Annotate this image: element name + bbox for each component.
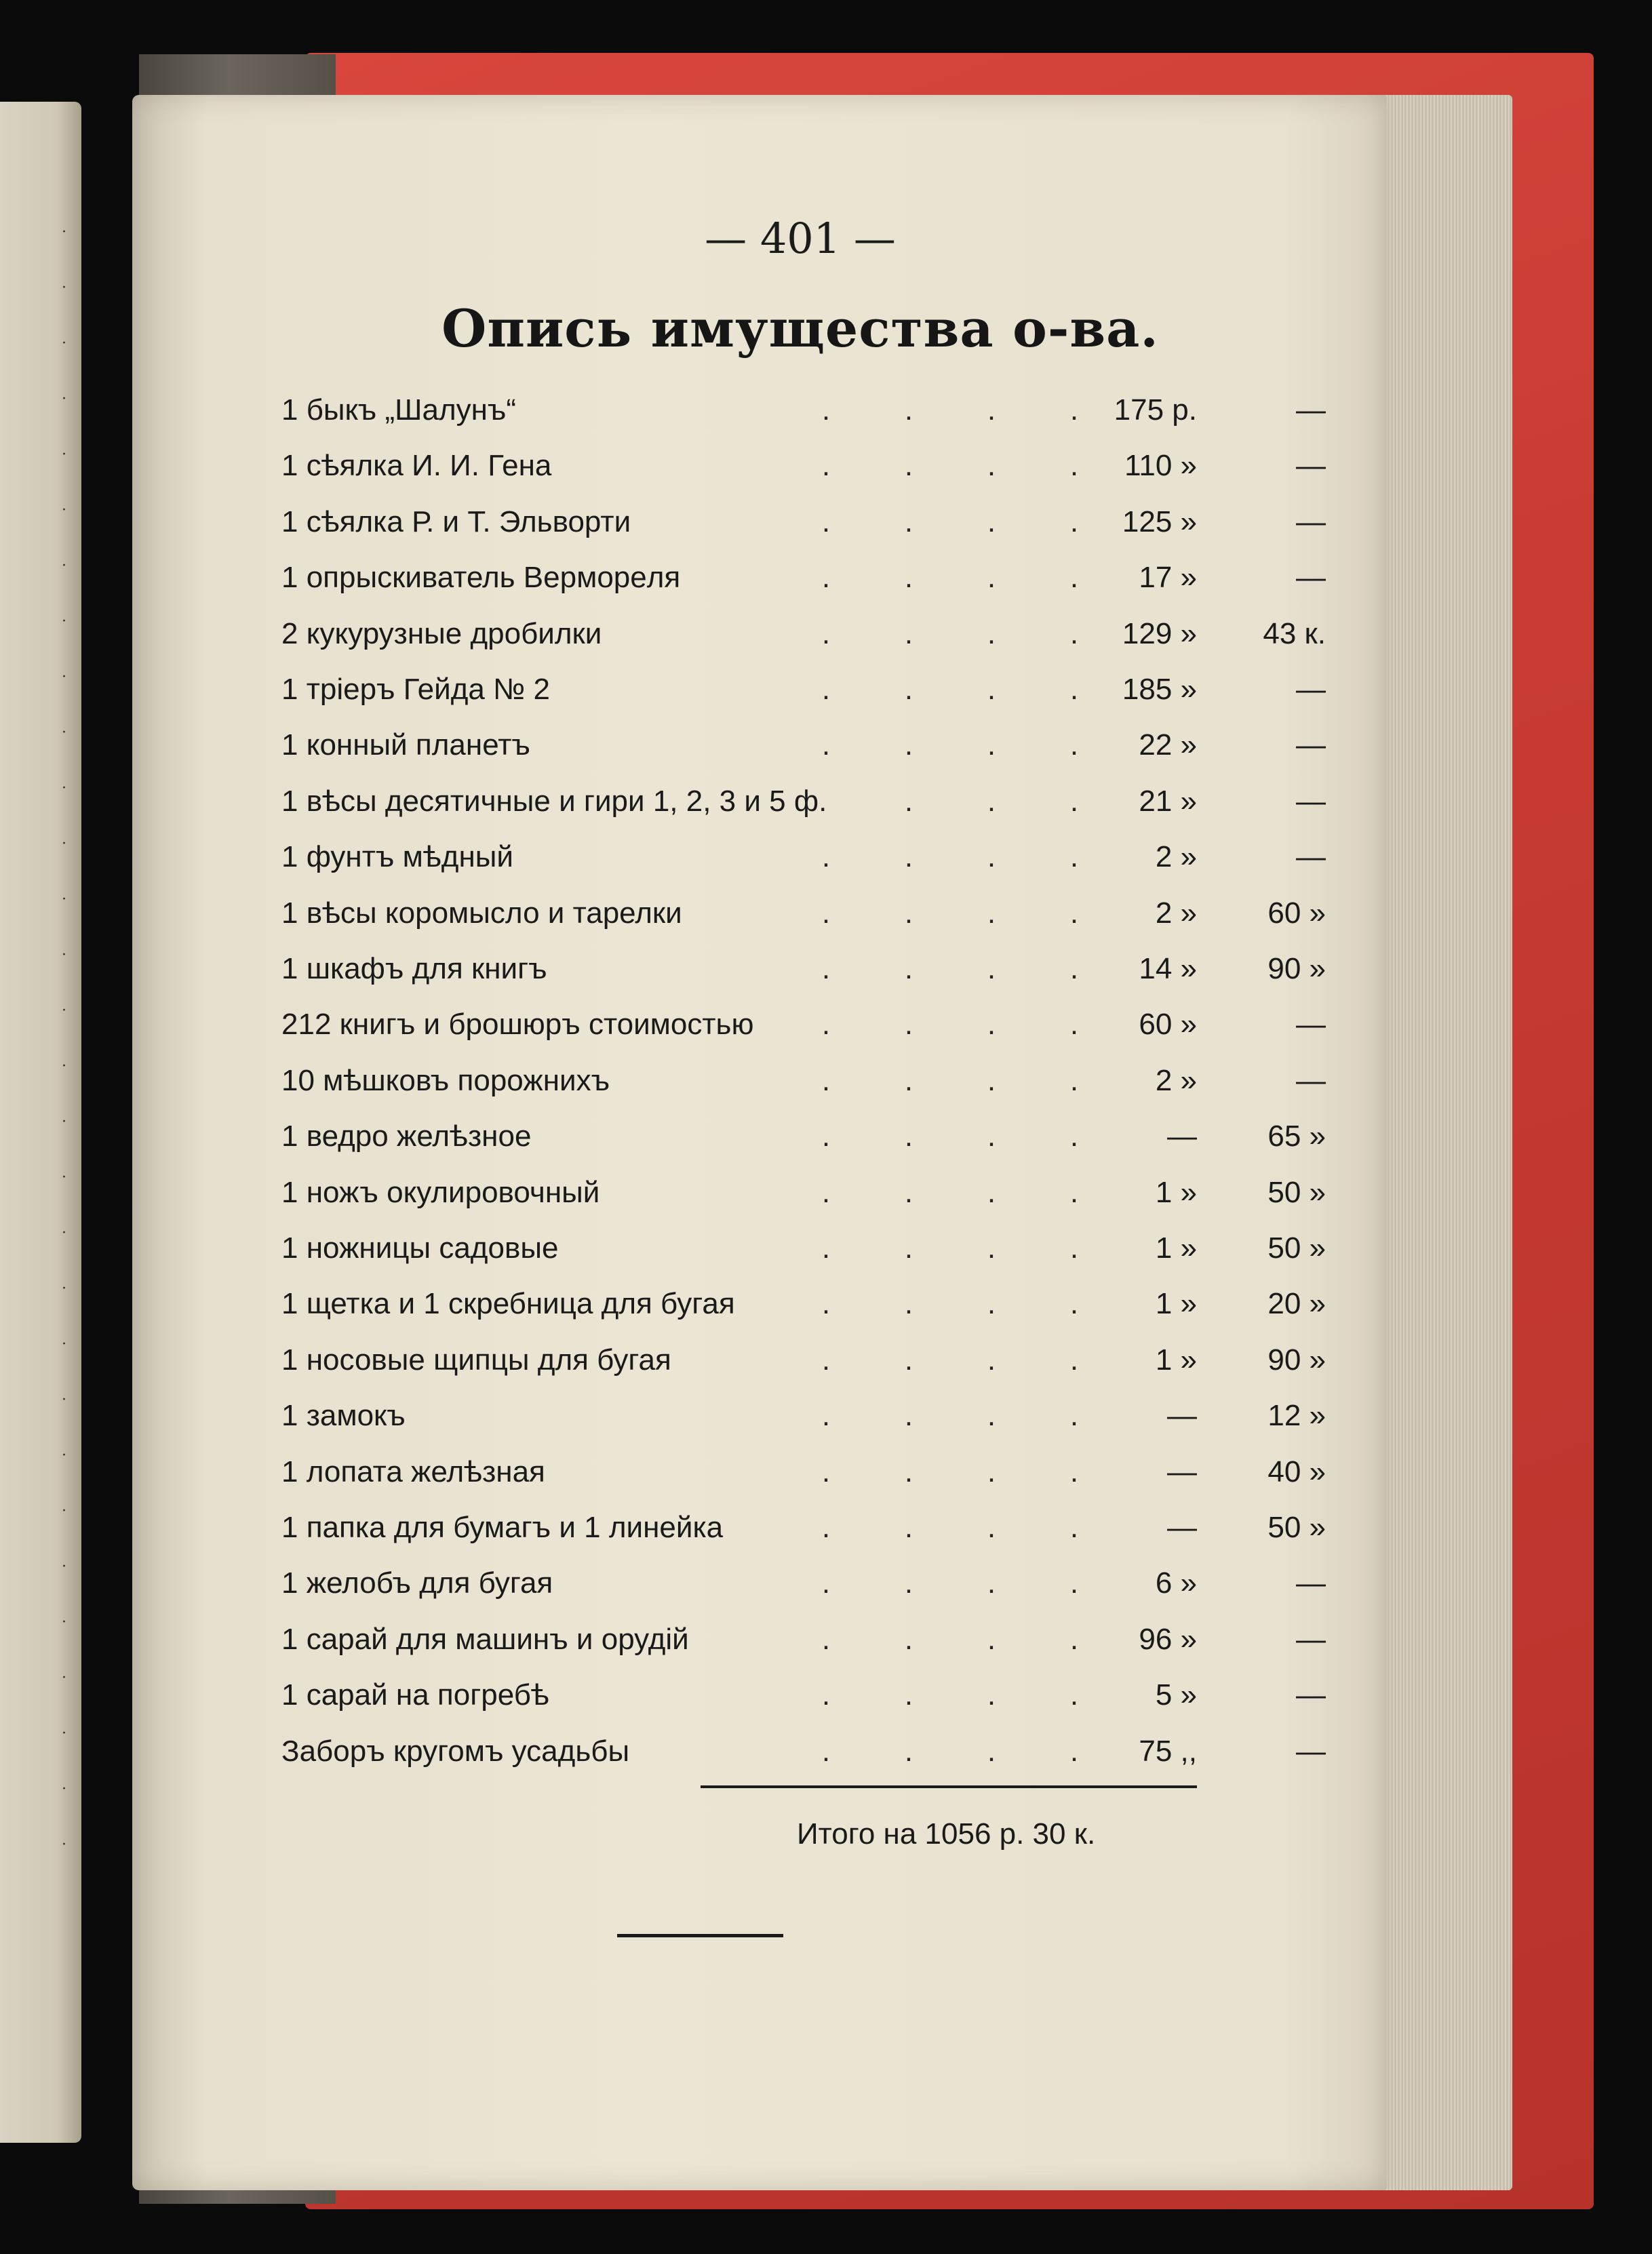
item-name: 1 папка для бумагъ и 1 линейка — [281, 1511, 724, 1544]
facing-page-edge — [0, 102, 81, 2143]
item-kopecks: 12 » — [1267, 1399, 1326, 1433]
item-kopecks: 50 » — [1267, 1231, 1326, 1265]
item-rubles: 175 р. — [1114, 393, 1197, 427]
item-name: 1 быкъ „Шалунъ“ — [281, 393, 517, 427]
dot-leader: . . . . — [821, 1511, 1079, 1544]
item-rubles: 129 » — [1122, 616, 1197, 650]
item-rubles: 1 » — [1155, 1287, 1197, 1321]
dot-leader: . . . . — [821, 1399, 1079, 1433]
inventory-row — [132, 1399, 1387, 1448]
item-kopecks: 43 к. — [1263, 616, 1326, 650]
item-rubles: 22 » — [1139, 728, 1197, 762]
dot-leader: . . . . — [821, 1734, 1079, 1768]
item-name: 1 опрыскиватель Верморeля — [281, 561, 681, 595]
inventory-row — [132, 840, 1387, 889]
item-rubles: 2 » — [1155, 1063, 1197, 1097]
item-name: 1 трiеръ Гейда № 2 — [281, 673, 550, 706]
inventory-row — [132, 1566, 1387, 1615]
inventory-row — [132, 1511, 1387, 1560]
item-rubles: 2 » — [1155, 896, 1197, 930]
page-number: — 401 — — [705, 214, 896, 263]
item-name: 1 замокъ — [281, 1399, 406, 1433]
inventory-row — [132, 952, 1387, 1001]
item-name: 2 кукурузные дробилки — [281, 616, 602, 650]
page-title: Опись имущества о-ва. — [441, 298, 1159, 359]
item-kopecks: — — [1296, 393, 1326, 427]
dot-leader: . . . — [904, 784, 1079, 818]
item-rubles: 125 » — [1122, 505, 1197, 538]
inventory-row — [132, 505, 1387, 554]
item-kopecks: 50 » — [1267, 1511, 1326, 1544]
dot-leader: . . . . — [821, 449, 1079, 483]
item-kopecks: — — [1296, 1008, 1326, 1042]
item-kopecks: 90 » — [1267, 1343, 1326, 1377]
item-kopecks: 65 » — [1267, 1120, 1326, 1153]
inventory-row — [132, 449, 1387, 498]
item-kopecks: 60 » — [1267, 896, 1326, 930]
dot-leader: . . . . — [821, 616, 1079, 650]
item-rubles: 185 » — [1122, 673, 1197, 706]
item-rubles: 1 » — [1155, 1231, 1197, 1265]
item-kopecks: — — [1296, 449, 1326, 483]
dot-leader: . . . . — [821, 673, 1079, 706]
item-rubles: 21 » — [1139, 784, 1197, 818]
inventory-row — [132, 728, 1387, 777]
item-rubles: — — [1167, 1399, 1197, 1433]
item-kopecks: 20 » — [1267, 1287, 1326, 1321]
inventory-row — [132, 561, 1387, 610]
dot-leader: . . . . — [821, 1287, 1079, 1321]
item-kopecks: 40 » — [1267, 1455, 1326, 1488]
item-name: 1 сѣялка Р. и Т. Эльворти — [281, 505, 631, 538]
item-rubles: 6 » — [1155, 1566, 1197, 1600]
dot-leader: . . . . — [821, 1622, 1079, 1656]
item-name: 212 книгъ и брошюръ стоимостью — [281, 1008, 754, 1042]
item-rubles: — — [1167, 1120, 1197, 1153]
item-name: 1 носовые щипцы для бугая — [281, 1343, 671, 1377]
inventory-row — [132, 393, 1387, 442]
dot-leader: . . . . — [821, 1343, 1079, 1377]
item-name: 1 шкафъ для книгъ — [281, 952, 547, 985]
dot-leader: . . . . — [821, 1455, 1079, 1488]
item-kopecks: — — [1296, 1566, 1326, 1600]
item-kopecks: — — [1296, 1734, 1326, 1768]
item-name: 10 мѣшковъ порожнихъ — [281, 1063, 610, 1097]
inventory-row — [132, 617, 1387, 666]
inventory-row — [132, 1455, 1387, 1504]
dot-leader: . . . . — [821, 393, 1079, 427]
item-kopecks: — — [1296, 561, 1326, 595]
item-rubles: 60 » — [1139, 1008, 1197, 1042]
inventory-row — [132, 1623, 1387, 1672]
dot-leader: . . . . — [821, 952, 1079, 985]
inventory-row — [132, 785, 1387, 833]
inventory-row — [132, 673, 1387, 721]
item-name: Заборъ кругомъ усадьбы — [281, 1734, 630, 1768]
item-rubles: 2 » — [1155, 840, 1197, 874]
end-rule — [617, 1934, 783, 1937]
item-rubles: 110 » — [1124, 449, 1197, 483]
inventory-row — [132, 1231, 1387, 1280]
item-name: 1 лопата желѣзная — [281, 1455, 545, 1488]
item-name: 1 желобъ для бугая — [281, 1566, 553, 1600]
inventory-row — [132, 1343, 1387, 1392]
item-rubles: 1 » — [1155, 1343, 1197, 1377]
item-kopecks: 90 » — [1267, 952, 1326, 985]
item-name: 1 ножницы садовые — [281, 1231, 559, 1265]
dot-leader: . . . . — [821, 840, 1079, 874]
facing-page-marks: · · · · · · · · · · · · · · · · · · · · · · · · · · · · · · — [62, 224, 66, 1853]
total-rule — [701, 1785, 1197, 1788]
dot-leader: . . . . — [821, 1566, 1079, 1600]
dot-leader: . . . . — [821, 728, 1079, 762]
total-line: Итого на 1056 р. 30 к. — [797, 1817, 1096, 1851]
inventory-row — [132, 1008, 1387, 1056]
item-rubles: 1 » — [1155, 1175, 1197, 1209]
dot-leader: . . . . — [821, 1678, 1079, 1712]
item-name: 1 вѣсы десятичные и гири 1, 2, 3 и 5 ф. — [281, 784, 827, 818]
item-name: 1 ножъ окулировочный — [281, 1175, 600, 1209]
item-kopecks: 50 » — [1267, 1175, 1326, 1209]
inventory-row — [132, 1120, 1387, 1168]
dot-leader: . . . . — [821, 561, 1079, 595]
item-name: 1 щетка и 1 скребница для бугая — [281, 1287, 735, 1321]
item-rubles: 14 » — [1139, 952, 1197, 985]
item-name: 1 конный планетъ — [281, 728, 530, 762]
inventory-row — [132, 1287, 1387, 1336]
inventory-row — [132, 1176, 1387, 1225]
item-name: 1 ведро желѣзное — [281, 1120, 532, 1153]
item-rubles: — — [1167, 1511, 1197, 1544]
item-rubles: 17 » — [1139, 561, 1197, 595]
dot-leader: . . . . — [821, 505, 1079, 538]
item-kopecks: — — [1296, 784, 1326, 818]
dot-leader: . . . . — [821, 1231, 1079, 1265]
item-rubles: 75 ,, — [1139, 1734, 1197, 1768]
item-name: 1 фунтъ мѣдный — [281, 840, 513, 874]
dot-leader: . . . . — [821, 1063, 1079, 1097]
book-page — [132, 95, 1387, 2190]
inventory-row — [132, 1735, 1387, 1783]
item-rubles: 96 » — [1139, 1622, 1197, 1656]
inventory-row — [132, 1678, 1387, 1727]
dot-leader: . . . . — [821, 1120, 1079, 1153]
item-name: 1 сарай на погребѣ — [281, 1678, 549, 1712]
item-kopecks: — — [1296, 505, 1326, 538]
inventory-row — [132, 896, 1387, 945]
dot-leader: . . . . — [821, 1175, 1079, 1209]
item-name: 1 сарай для машинъ и орудiй — [281, 1622, 689, 1656]
item-rubles: — — [1167, 1455, 1197, 1488]
dot-leader: . . . . — [821, 1008, 1079, 1042]
item-kopecks: — — [1296, 1678, 1326, 1712]
inventory-list — [132, 95, 1387, 2190]
inventory-row — [132, 1064, 1387, 1113]
item-name: 1 вѣсы коромысло и тарелки — [281, 896, 682, 930]
item-kopecks: — — [1296, 1063, 1326, 1097]
item-kopecks: — — [1296, 673, 1326, 706]
item-name: 1 сѣялка И. И. Гена — [281, 449, 552, 483]
item-kopecks: — — [1296, 1622, 1326, 1656]
item-kopecks: — — [1296, 728, 1326, 762]
item-rubles: 5 » — [1155, 1678, 1197, 1712]
item-kopecks: — — [1296, 840, 1326, 874]
dot-leader: . . . . — [821, 896, 1079, 930]
